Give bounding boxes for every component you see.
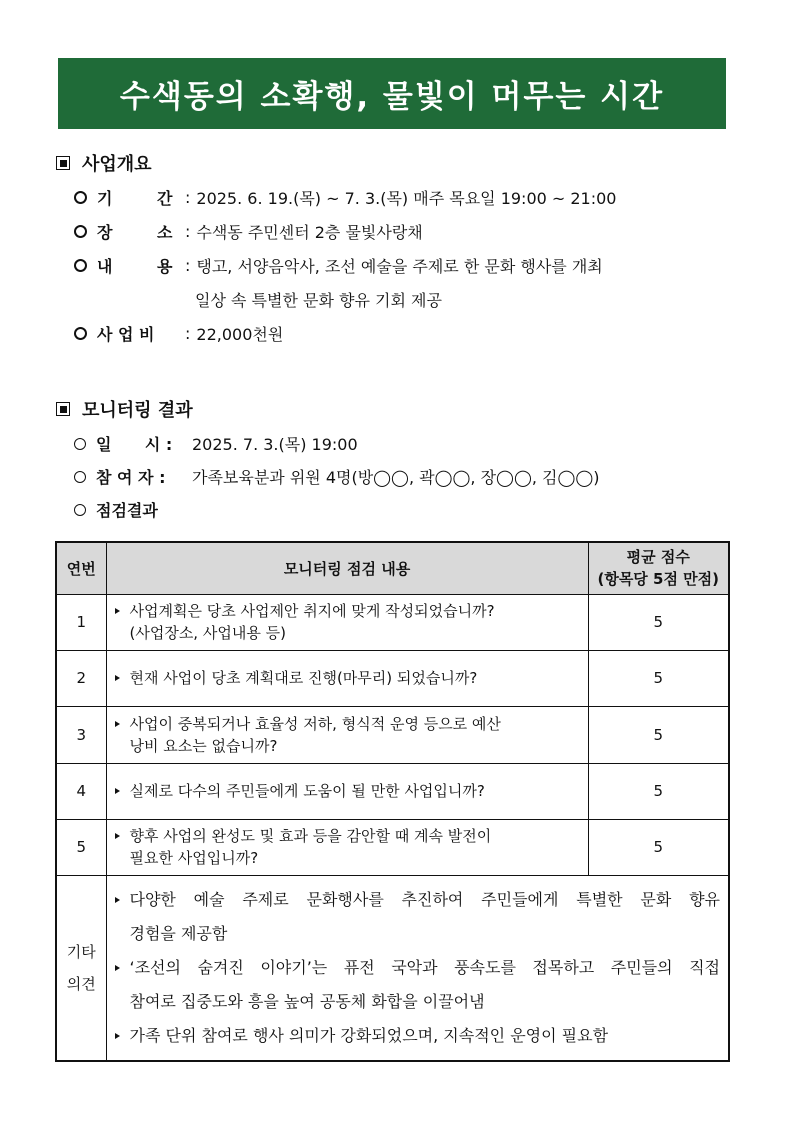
header-content: 모니터링 점검 내용 [106, 542, 588, 594]
opinion-item: ‘조선의 숨겨진 이야기’는 퓨전 국악과 풍속도를 접목하고 주민들의 직접 참여로 집중도와 흥을 높여 공동체 화합을 이끌어냄 [115, 951, 721, 1019]
overview-content-value-2: 일상 속 특별한 문화 향유 기회 제공 [195, 291, 442, 310]
circle-bullet-icon [74, 259, 87, 272]
row-score: 5 [588, 763, 729, 819]
monitoring-results-row [74, 498, 158, 521]
circle-bullet-icon [74, 438, 86, 450]
overview-content-row: 내 용 : 탱고, 서양음악사, 조선 예술을 주제로 한 문화 행사를 개최 [74, 254, 603, 277]
monitoring-table [55, 541, 730, 1062]
overview-place-label: 장 소 [97, 223, 173, 242]
table-row [56, 819, 729, 875]
overview-budget-row: 사 업 비 : 22,000천원 [74, 322, 283, 345]
opinion-item: 다양한 예술 주제로 문화행사를 추진하여 주민들에게 특별한 문화 향유 경험을 제공함 [115, 883, 721, 951]
table-row [56, 706, 729, 763]
table-row [56, 650, 729, 706]
overview-content-row-2 [195, 288, 442, 311]
row-score: 5 [588, 706, 729, 763]
monitoring-date-value: 2025. 7. 3.(목) 19:00 [192, 435, 358, 454]
overview-content-label: 내 용 [97, 257, 173, 276]
triangle-bullet-icon [115, 721, 120, 727]
page-title: 수색동의 소확행, 물빛이 머무는 시간 [119, 79, 665, 115]
overview-period-value: 2025. 6. 19.(목) ~ 7. 3.(목) 매주 목요일 19:00 ~ 21:00 [196, 189, 617, 208]
table-row-other-opinions [56, 875, 729, 1061]
overview-budget-value: 22,000천원 [196, 325, 284, 344]
row-question: 실제로 다수의 주민들에게 도움이 될 만한 사업입니까? [106, 763, 588, 819]
other-opinions-label: 기타 의견 [56, 875, 106, 1061]
table-header-row [56, 542, 729, 594]
row-num: 1 [56, 594, 106, 650]
row-score: 5 [588, 819, 729, 875]
triangle-bullet-icon [115, 788, 120, 794]
section-overview-heading: 사업개요 [56, 150, 152, 176]
triangle-bullet-icon [115, 833, 120, 839]
row-num: 4 [56, 763, 106, 819]
row-num: 3 [56, 706, 106, 763]
table-row [56, 763, 729, 819]
overview-place-row: 장 소 : 수색동 주민센터 2층 물빛사랑채 [74, 220, 423, 243]
square-bullet-icon [56, 402, 70, 416]
circle-bullet-icon [74, 191, 87, 204]
circle-bullet-icon [74, 504, 86, 516]
circle-bullet-icon [74, 327, 87, 340]
row-num: 5 [56, 819, 106, 875]
square-bullet-icon [56, 156, 70, 170]
row-score: 5 [588, 650, 729, 706]
triangle-bullet-icon [115, 965, 120, 971]
row-question: 사업이 중복되거나 효율성 저하, 형식적 운영 등으로 예산 낭비 요소는 없습니까? [106, 706, 588, 763]
overview-period-row: 기 간 : 2025. 6. 19.(목) ~ 7. 3.(목) 매주 목요일 19:00 ~ 21:00 [74, 186, 617, 209]
table-row [56, 594, 729, 650]
row-question: 사업계획은 당초 사업제안 취지에 맞게 작성되었습니까? (사업장소, 사업내용 등) [106, 594, 588, 650]
triangle-bullet-icon [115, 675, 120, 681]
header-num: 연번 [56, 542, 106, 594]
row-num: 2 [56, 650, 106, 706]
monitoring-date-label: 일 시 : [96, 435, 173, 454]
monitoring-results-label: 점검결과 [96, 501, 158, 520]
triangle-bullet-icon [115, 897, 120, 903]
triangle-bullet-icon [115, 1033, 120, 1039]
section-monitoring-heading: 모니터링 결과 [56, 396, 193, 422]
other-opinions-content [106, 875, 729, 1061]
opinion-item: 가족 단위 참여로 행사 의미가 강화되었으며, 지속적인 운영이 필요함 [115, 1019, 721, 1053]
monitoring-participants-label: 참 여 자 : [96, 468, 166, 487]
triangle-bullet-icon [115, 608, 120, 614]
monitoring-date-row [74, 432, 358, 455]
circle-bullet-icon [74, 225, 87, 238]
overview-place-value: 수색동 주민센터 2층 물빛사랑채 [196, 223, 423, 242]
monitoring-participants-row [74, 465, 600, 488]
monitoring-participants-value: 가족보육분과 위원 4명(방◯◯, 곽◯◯, 장◯◯, 김◯◯) [192, 468, 600, 487]
row-question: 현재 사업이 당초 계획대로 진행(마무리) 되었습니까? [106, 650, 588, 706]
row-question: 향후 사업의 완성도 및 효과 등을 감안할 때 계속 발전이 필요한 사업입니까? [106, 819, 588, 875]
row-score: 5 [588, 594, 729, 650]
overview-period-label: 기 간 [97, 189, 173, 208]
title-banner [58, 58, 726, 129]
overview-content-value: 탱고, 서양음악사, 조선 예술을 주제로 한 문화 행사를 개최 [196, 257, 603, 276]
header-score: 평균 점수 (항목당 5점 만점) [588, 542, 729, 594]
circle-bullet-icon [74, 471, 86, 483]
overview-budget-label: 사 업 비 [97, 325, 155, 344]
